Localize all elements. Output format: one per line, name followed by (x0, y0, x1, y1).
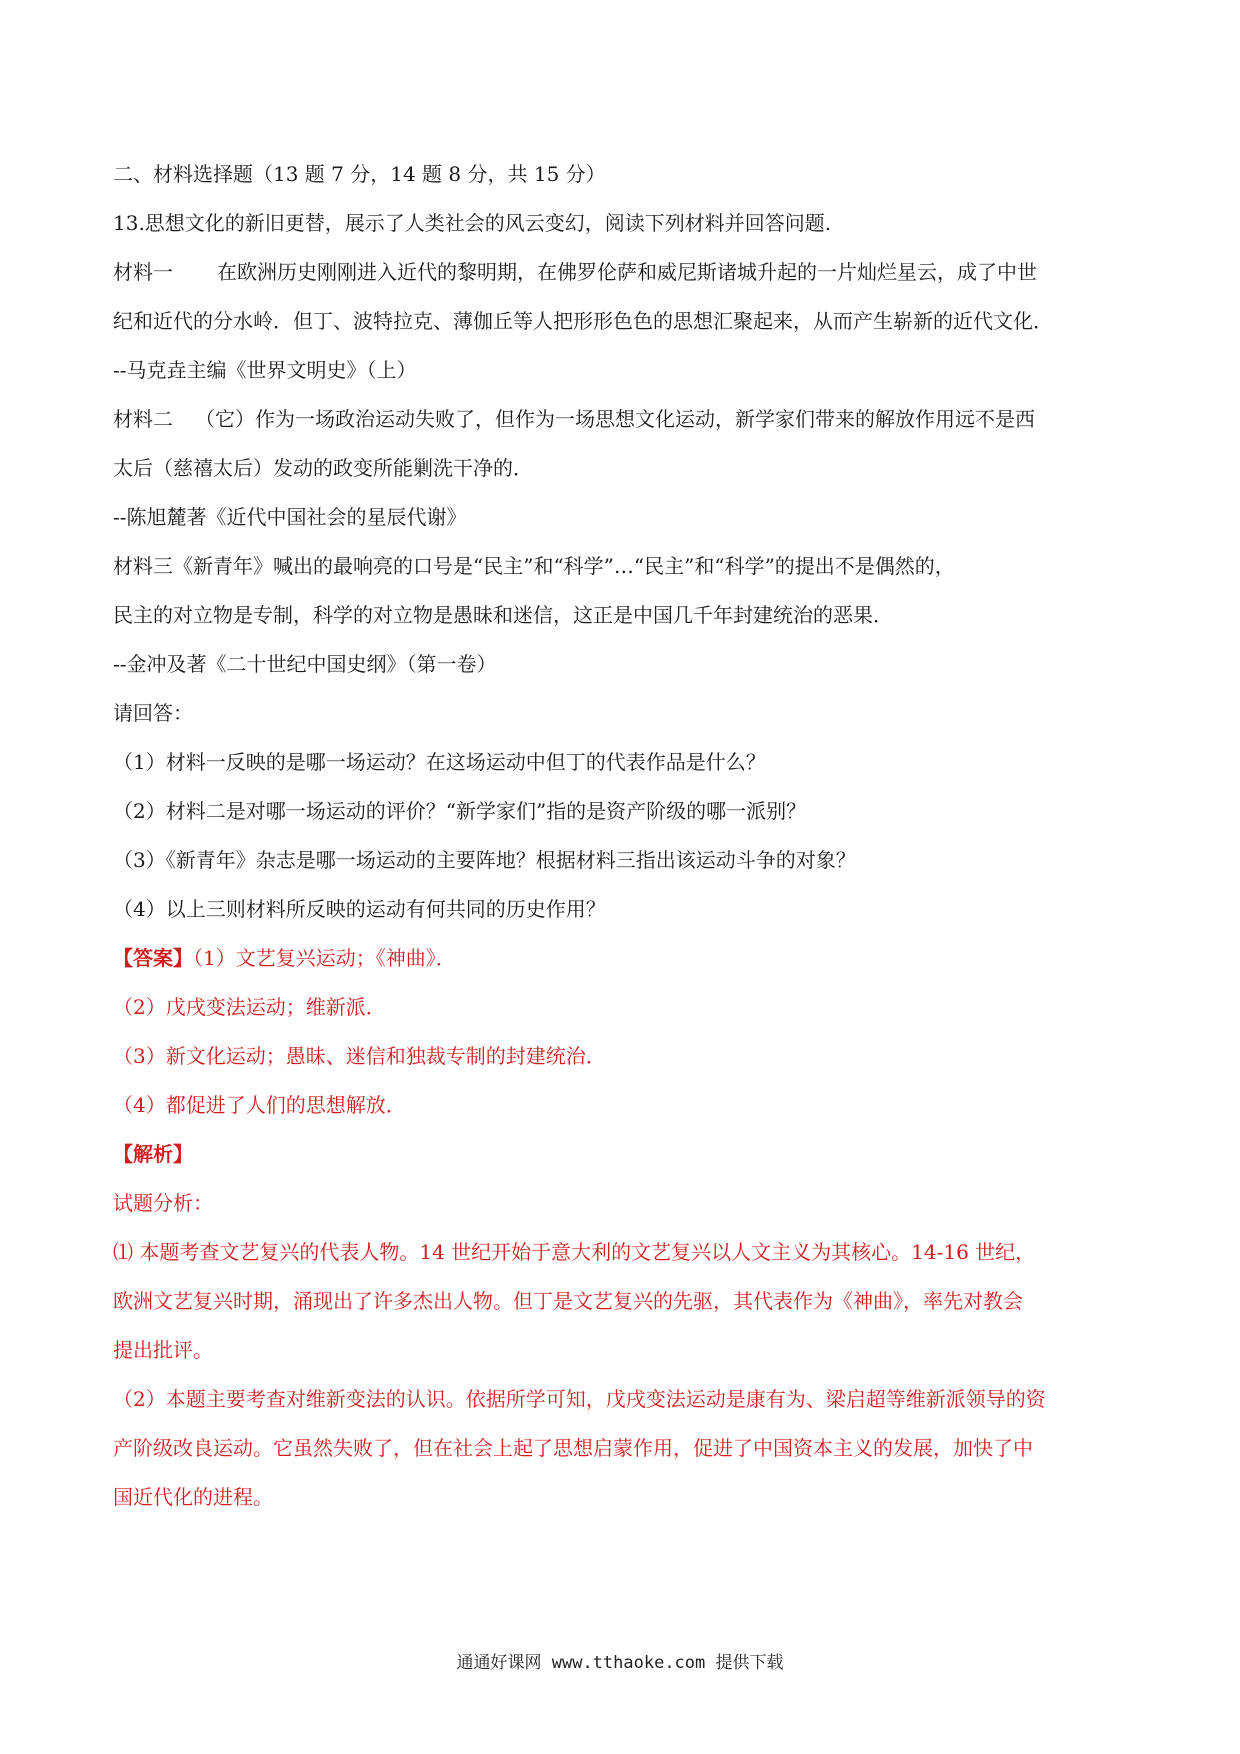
answer-prompt: 请回答： (113, 701, 193, 725)
analysis-p1-line2: 欧洲文艺复兴时期，涌现出了许多杰出人物。但丁是文艺复兴的先驱，其代表作为《神曲》，率先对教会 (113, 1289, 1023, 1313)
analysis-label: 【解析】 (113, 1142, 193, 1166)
analysis-p2-line3: 国近代化的进程。 (113, 1485, 273, 1509)
question-1: （1）材料一反映的是哪一场运动？在这场运动中但丁的代表作品是什么？ (113, 750, 766, 774)
answer-4: （4）都促进了人们的思想解放． (113, 1093, 406, 1117)
page-footer: 通通好课网 www.tthaoke.com 提供下载 (456, 1653, 784, 1673)
answer-1: （1）文艺复兴运动；《神曲》． (193, 946, 456, 970)
material3-line2: 民主的对立物是专制，科学的对立物是愚昧和迷信，这正是中国几千年封建统治的恶果． (113, 603, 893, 627)
document-content (113, 150, 1133, 1522)
material1-line2: 纪和近代的分水岭．但丁、波特拉克、薄伽丘等人把形形色色的思想汇聚起来，从而产生崭新的近代文化． (113, 309, 1053, 333)
analysis-p2-line1: （2）本题主要考查对维新变法的认识。依据所学可知，戊戌变法运动是康有为、梁启超等维新派领导的资 (113, 1387, 1046, 1411)
answer-3: （3）新文化运动；愚昧、迷信和独裁专制的封建统治． (113, 1044, 606, 1068)
section-heading: 二、材料选择题（13 题 7 分，14 题 8 分，共 15 分） (113, 162, 606, 186)
question-intro: 13.思想文化的新旧更替，展示了人类社会的风云变幻，阅读下列材料并回答问题. (113, 211, 832, 235)
material1-text1: 在欧洲历史刚刚进入近代的黎明期，在佛罗伦萨和威尼斯诸城升起的一片灿烂星云，成了中世 (217, 260, 1037, 284)
answer-label: 【答案】 (113, 946, 193, 970)
answer-2: （2）戊戌变法运动；维新派． (113, 995, 386, 1019)
material1-line1 (113, 248, 1133, 297)
material3-line1: 材料三《新青年》喊出的最响亮的口号是“民主”和“科学”…“民主”和“科学”的提出不是偶然的， (113, 554, 955, 578)
material2-label: 材料二 (113, 407, 173, 431)
material2-source: --陈旭麓著《近代中国社会的星辰代谢》 (113, 505, 467, 529)
material2-text1: （它）作为一场政治运动失败了，但作为一场思想文化运动，新学家们带来的解放作用远不是西 (195, 407, 1035, 431)
analysis-intro: 试题分析： (113, 1191, 213, 1215)
material1-label: 材料一 (113, 260, 173, 284)
answer-line-1 (113, 934, 1133, 983)
question-2: （2）材料二是对哪一场运动的评价？“新学家们”指的是资产阶级的哪一派别？ (113, 799, 807, 823)
analysis-p2-line2: 产阶级改良运动。它虽然失败了，但在社会上起了思想启蒙作用，促进了中国资本主义的发展，加快了中 (113, 1436, 1033, 1460)
analysis-p1-line3: 提出批评。 (113, 1338, 213, 1362)
material1-source: --马克垚主编《世界文明史》（上） (113, 358, 417, 382)
analysis-p1-line1: ⑴ 本题考查文艺复兴的代表人物。14 世纪开始于意大利的文艺复兴以人文主义为其核心。14-16 世纪， (113, 1240, 1036, 1264)
question-4: （4）以上三则材料所反映的运动有何共同的历史作用？ (113, 897, 606, 921)
material2-line1 (113, 395, 1133, 444)
question-3: （3）《新青年》杂志是哪一场运动的主要阵地？根据材料三指出该运动斗争的对象？ (113, 848, 856, 872)
material3-source: --金冲及著《二十世纪中国史纲》（第一卷） (113, 652, 497, 676)
material2-line2: 太后（慈禧太后）发动的政变所能剿洗干净的． (113, 456, 533, 480)
